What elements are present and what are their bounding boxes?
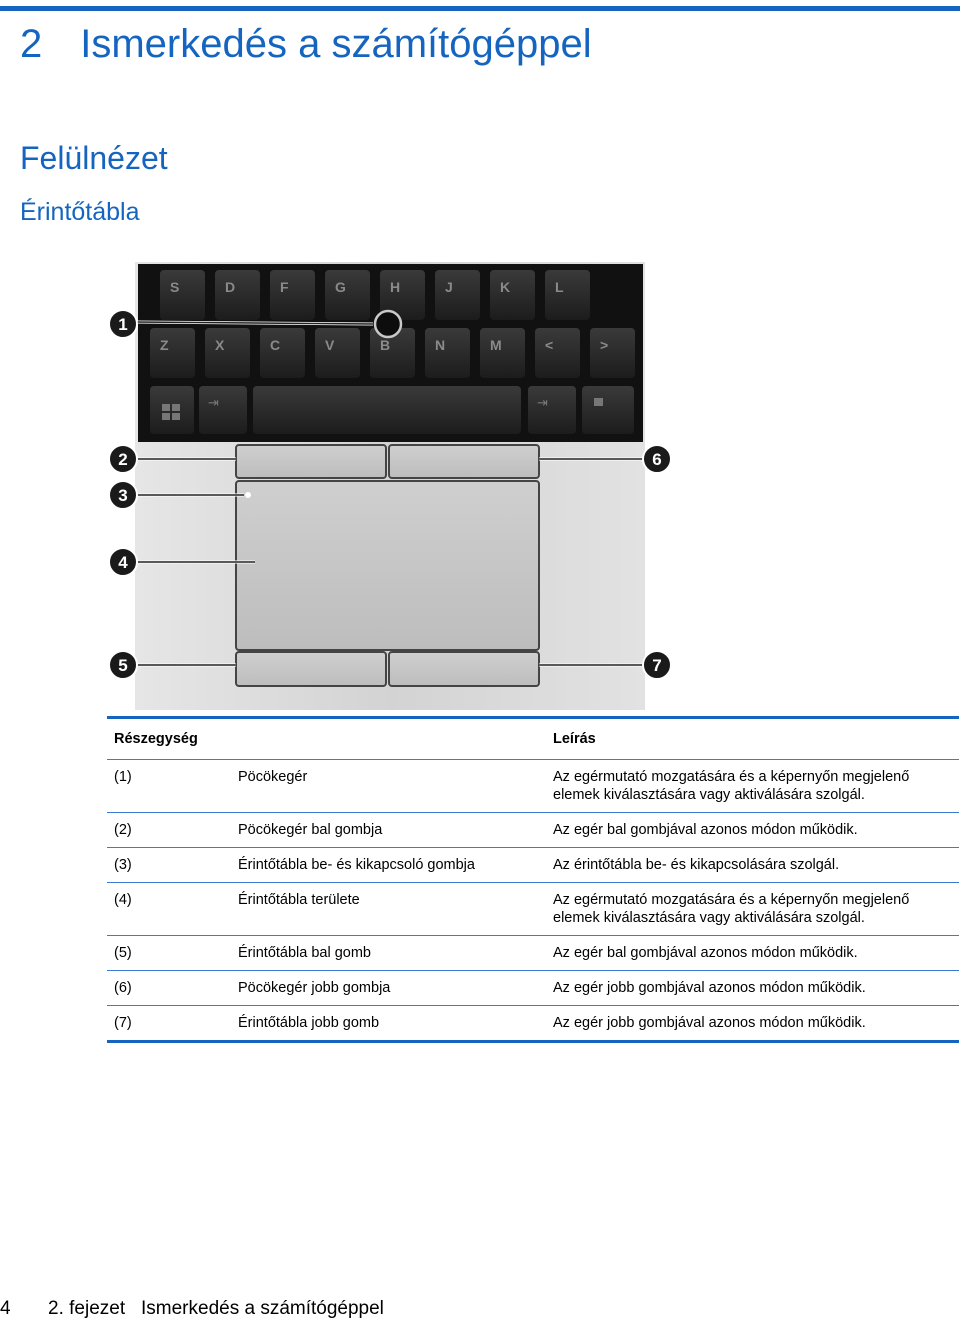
chapter-title-text: Ismerkedés a számítógéppel bbox=[80, 22, 592, 66]
key-label: N bbox=[435, 337, 446, 353]
row-number: (3) bbox=[114, 857, 132, 873]
row-part-name: Érintőtábla jobb gomb bbox=[238, 1015, 380, 1031]
table-row bbox=[107, 760, 959, 813]
key bbox=[270, 270, 315, 320]
header-part: Részegység bbox=[114, 731, 198, 747]
key bbox=[150, 328, 195, 378]
key-spacebar bbox=[253, 386, 521, 434]
page-number: 4 bbox=[0, 1298, 11, 1319]
callout-number: 6 bbox=[652, 450, 662, 469]
touchpad-figure bbox=[105, 262, 675, 710]
row-number: (6) bbox=[114, 980, 132, 996]
row-part-name: Érintőtábla bal gomb bbox=[238, 945, 371, 961]
key-label: G bbox=[335, 279, 346, 295]
row-description: Az érintőtábla be- és kikapcsolására szolgál. bbox=[553, 857, 840, 873]
table-row bbox=[107, 883, 959, 936]
row-part-name: Pöcökegér bbox=[238, 769, 308, 785]
key-label: < bbox=[545, 337, 554, 353]
key-label: Z bbox=[160, 337, 169, 353]
key-label: > bbox=[600, 337, 609, 353]
header-description: Leírás bbox=[553, 731, 596, 747]
key-label: H bbox=[390, 279, 401, 295]
key-menu bbox=[582, 386, 634, 434]
key bbox=[535, 328, 580, 378]
touchpad-right-button bbox=[389, 652, 539, 686]
key bbox=[490, 270, 535, 320]
row-number: (5) bbox=[114, 945, 132, 961]
key-label: J bbox=[445, 279, 453, 295]
key-label: K bbox=[500, 279, 511, 295]
row-number: (1) bbox=[114, 769, 132, 785]
key bbox=[325, 270, 370, 320]
row-number: (2) bbox=[114, 822, 132, 838]
key-label: V bbox=[325, 337, 335, 353]
key bbox=[260, 328, 305, 378]
chapter-number: 2 bbox=[20, 22, 43, 66]
table-row bbox=[107, 936, 959, 971]
svg-text:⇥: ⇥ bbox=[537, 396, 548, 411]
row-description: Az egér jobb gombjával azonos módon működik. bbox=[553, 980, 866, 996]
callout-number: 4 bbox=[118, 553, 128, 572]
callout-number: 1 bbox=[118, 315, 128, 334]
table-row bbox=[107, 813, 959, 848]
row-description: Az egérmutató mozgatására és a képernyőn megjelenő elemek kiválasztására vagy aktiválására szolgál. bbox=[553, 892, 910, 926]
key-label: L bbox=[555, 279, 564, 295]
subsection-title: Érintőtábla bbox=[20, 198, 140, 226]
key bbox=[480, 328, 525, 378]
footer-chapter-title: Ismerkedés a számítógéppel bbox=[141, 1298, 384, 1319]
row-part-name: Pöcökegér bal gombja bbox=[238, 822, 383, 838]
pointing-stick-right-button bbox=[389, 445, 539, 478]
touchpad-zone bbox=[236, 481, 539, 650]
key bbox=[545, 270, 590, 320]
table-row bbox=[107, 848, 959, 883]
key bbox=[590, 328, 635, 378]
parts-table bbox=[107, 716, 959, 1043]
row-part-name: Érintőtábla területe bbox=[238, 892, 360, 908]
key bbox=[425, 328, 470, 378]
key-label: F bbox=[280, 279, 289, 295]
key-label: S bbox=[170, 279, 180, 295]
touchpad-on-off-button bbox=[245, 492, 251, 498]
row-description: Az egér bal gombjával azonos módon működik. bbox=[553, 945, 858, 961]
key-label: C bbox=[270, 337, 281, 353]
callout-number: 3 bbox=[118, 486, 128, 505]
footer-chapter-label: 2. fejezet bbox=[48, 1298, 126, 1319]
callout-number: 7 bbox=[652, 656, 662, 675]
row-number: (4) bbox=[114, 892, 132, 908]
key bbox=[160, 270, 205, 320]
menu-icon bbox=[594, 398, 603, 406]
row-number: (7) bbox=[114, 1015, 132, 1031]
row-part-name: Érintőtábla be- és kikapcsoló gombja bbox=[238, 857, 475, 873]
key-label: B bbox=[380, 337, 391, 353]
key-label: M bbox=[490, 337, 502, 353]
touchpad-left-button bbox=[236, 652, 386, 686]
row-description: Az egér jobb gombjával azonos módon működik. bbox=[553, 1015, 866, 1031]
row-part-name: Pöcökegér jobb gombja bbox=[238, 980, 391, 996]
key bbox=[215, 270, 260, 320]
table-header-row bbox=[107, 718, 959, 760]
section-title: Felülnézet bbox=[20, 140, 168, 176]
table-row bbox=[107, 1006, 959, 1042]
chapter-title bbox=[20, 20, 592, 68]
key-label: D bbox=[225, 279, 236, 295]
top-rule bbox=[0, 6, 960, 11]
key bbox=[435, 270, 480, 320]
table-row bbox=[107, 971, 959, 1006]
key-label: X bbox=[215, 337, 225, 353]
callout-number: 5 bbox=[118, 656, 128, 675]
row-description: Az egérmutató mozgatására és a képernyőn megjelenő elemek kiválasztására vagy aktiválására szolgál. bbox=[553, 769, 910, 803]
pointing-stick-left-button bbox=[236, 445, 386, 478]
callout-number: 2 bbox=[118, 450, 128, 469]
key-right-tab bbox=[528, 386, 576, 434]
svg-text:⇥: ⇥ bbox=[208, 396, 219, 411]
key bbox=[315, 328, 360, 378]
row-description: Az egér bal gombjával azonos módon működik. bbox=[553, 822, 858, 838]
pointing-stick bbox=[375, 311, 401, 337]
key bbox=[205, 328, 250, 378]
key-left-tab bbox=[199, 386, 247, 434]
